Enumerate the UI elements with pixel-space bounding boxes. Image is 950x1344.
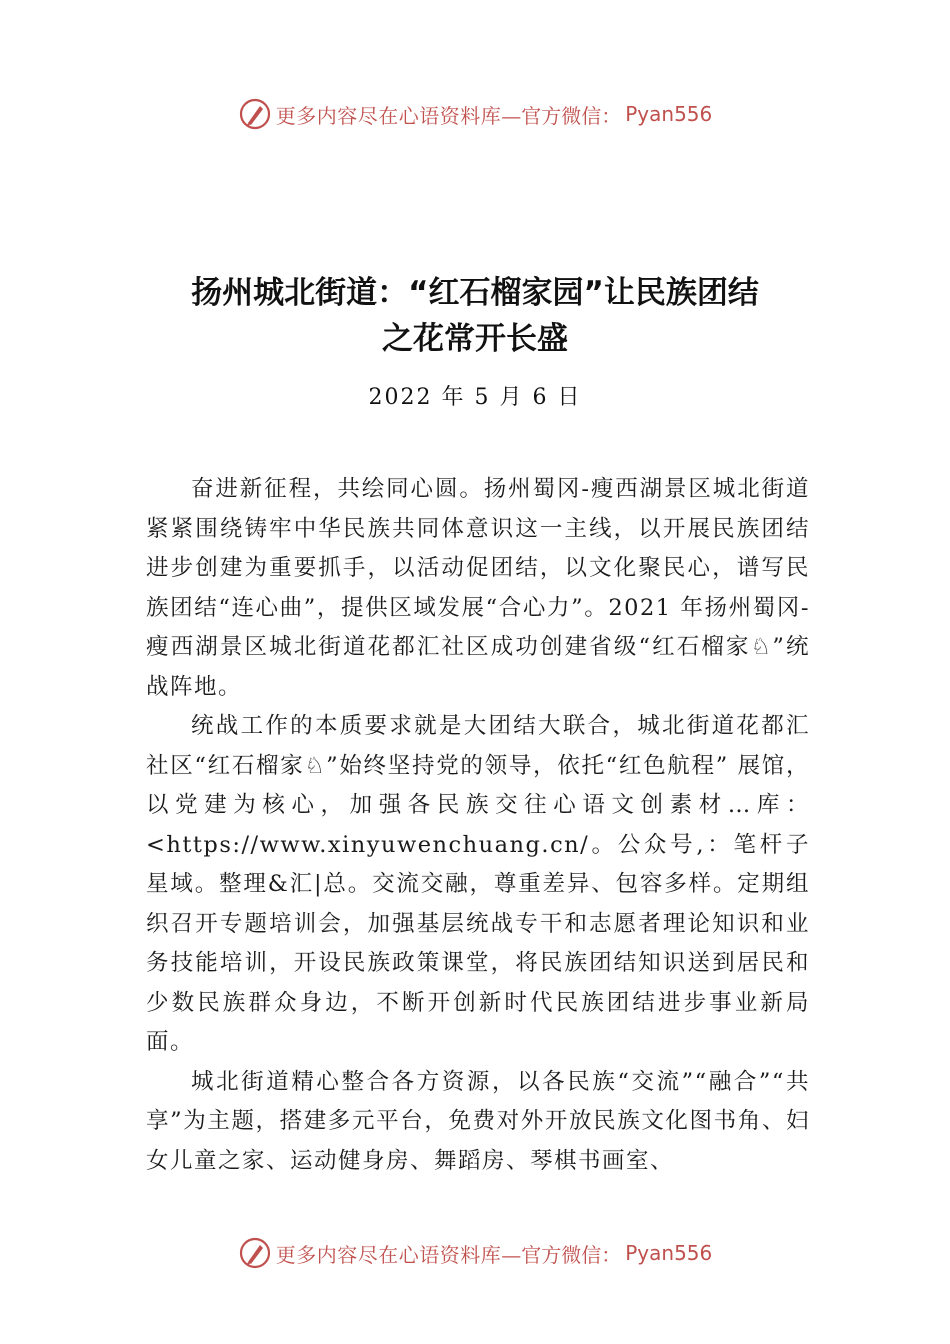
article-body [146,470,810,1181]
title-line-2: 之花常开长盛 [382,321,568,357]
title-line-1: 扬州城北街道：“红石榴家园”让民族团结 [191,275,759,311]
header-banner [0,94,950,134]
article-date: 2022 年 5 月 6 日 [368,385,582,410]
banner-separator: —官方微信： [501,1242,622,1267]
paragraph: 统战工作的本质要求就是大团结大联合，城北街道花都汇社区“红石榴家♘”始终坚持党的领导，依托“红色航程” 展馆，以党建为核心，加强各民族交往心语文创素材…库：<https://www.xinyuwenchuang.cn/。公众号,：笔杆子星域。整理&汇|总。交流交融，尊重差异、包容多样。定期组织召开专题培训会，加强基层统战专干和志愿者理论知识和业务技能培训，开设民族政策课堂，将民族团结知识送到居民和少数民族群众身边，不断开创新时代民族团结进步事业新局面。 [146,713,810,1055]
paragraph: 奋进新征程，共绘同心圆。扬州蜀冈-瘦西湖景区城北街道紧紧围绕铸牢中华民族共同体意识这一主线，以开展民族团结进步创建为重要抓手，以活动促团结，以文化聚民心，谱写民族团结“连心曲”，提供区域发展“合心力”。2021 年扬州蜀冈-瘦西湖景区城北街道花都汇社区成功创建省级“红石榴家♘”统战阵地。 [146,476,810,700]
quill-pen-logo-icon [238,97,272,131]
quill-pen-logo-icon [238,1236,272,1270]
banner-separator: —官方微信： [501,103,622,128]
footer-banner [0,1233,950,1273]
banner-text: 更多内容尽在心语资料库 [275,103,502,128]
banner-wechat-id: Pyan556 [625,102,713,126]
paragraph: 城北街道精心整合各方资源，以各民族“交流”“融合”“共享”为主题，搭建多元平台，免费对外开放民族文化图书角、妇女儿童之家、运动健身房、舞蹈房、琴棋书画室、 [146,1068,810,1174]
article-title [100,270,850,362]
banner-wechat-id: Pyan556 [625,1241,713,1265]
banner-text: 更多内容尽在心语资料库 [275,1242,502,1267]
